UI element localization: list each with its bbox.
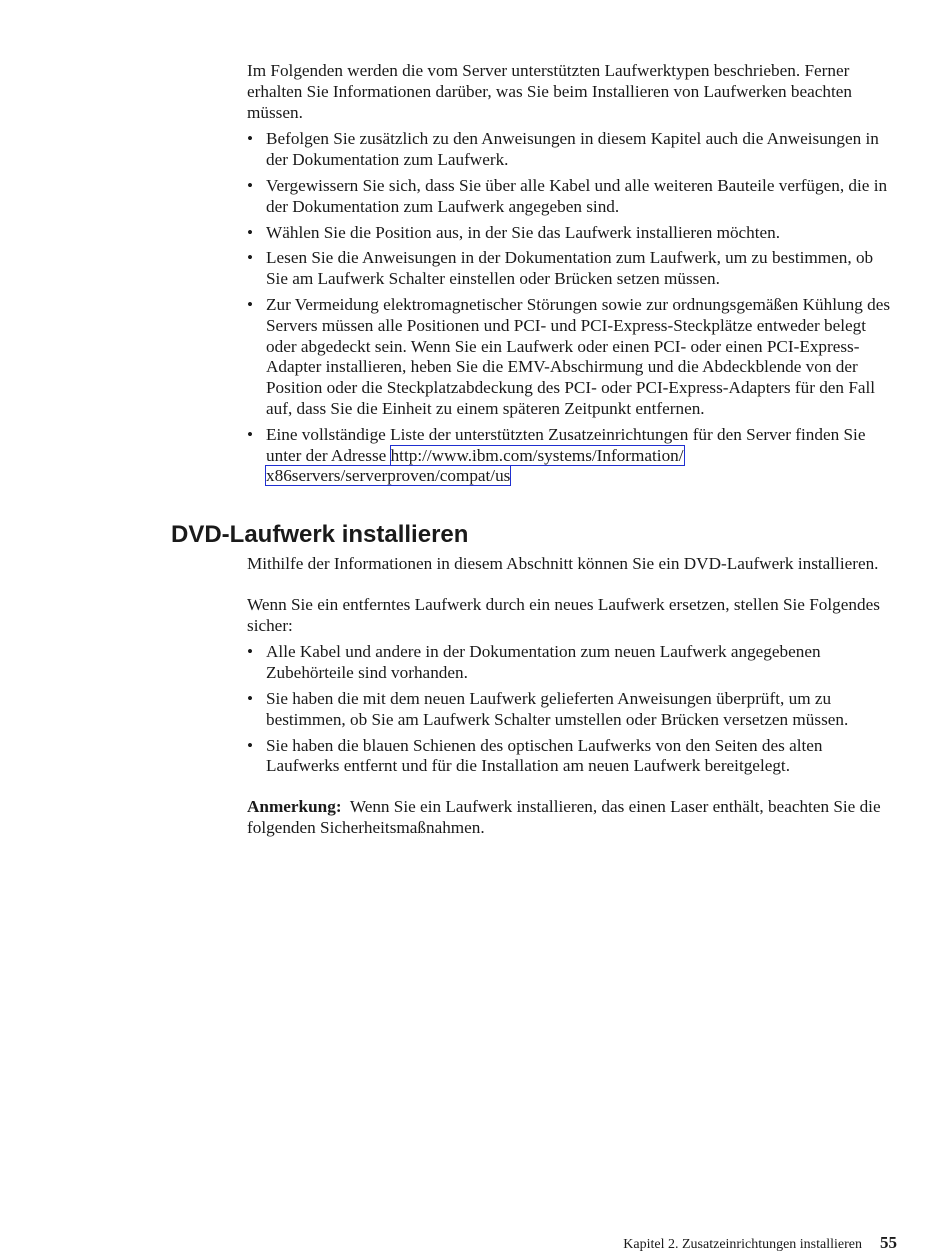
serverproven-link-part1[interactable]: http://www.ibm.com/systems/Information/ bbox=[390, 445, 684, 465]
list-item: • Vergewissern Sie sich, dass Sie über alle Kabel und alle weiteren Bauteile verfügen, die in der Dokumentation zum Laufwerk angegeben sind. bbox=[247, 176, 897, 218]
list-item: • Lesen Sie die Anweisungen in der Dokumentation zum Laufwerk, um zu bestimmen, ob Sie am Laufwerk Schalter einstellen oder Brücken setzen müssen. bbox=[247, 248, 897, 290]
footer-chapter: Kapitel 2. Zusatzeinrichtungen installieren bbox=[623, 1237, 862, 1252]
page-footer bbox=[623, 1233, 897, 1255]
note-label: Anmerkung: bbox=[247, 797, 342, 817]
note-text: Wenn Sie ein Laufwerk installieren, das einen Laser enthält, beachten Sie die folgenden Sicherheitsmaßnahmen. bbox=[247, 797, 881, 837]
serverproven-link-part2[interactable]: x86servers/serverproven/compat/us bbox=[266, 466, 511, 486]
note bbox=[247, 797, 897, 839]
section-paragraph-1: Mithilfe der Informationen in diesem Abschnitt können Sie ein DVD-Laufwerk installieren. bbox=[247, 554, 879, 573]
list-item: • Alle Kabel und andere in der Dokumentation zum neuen Laufwerk angegebenen Zubehörteile sind vorhanden. bbox=[247, 642, 897, 684]
list-item-text: Eine vollständige Liste der unterstützten Zusatzeinrichtungen für den Server finden Sie unter der Adresse bbox=[266, 424, 866, 465]
section-heading: DVD-Laufwerk installieren bbox=[171, 521, 469, 548]
section-bullet-list bbox=[247, 642, 897, 777]
list-item: • Wählen Sie die Position aus, in der Sie das Laufwerk installieren möchten. bbox=[247, 223, 897, 244]
section-paragraph-2: Wenn Sie ein entferntes Laufwerk durch ein neues Laufwerk ersetzen, stellen Sie Folgendes sicher: bbox=[247, 594, 880, 635]
list-item: • Zur Vermeidung elektromagnetischer Störungen sowie zur ordnungsgemäßen Kühlung des Servers müssen alle Positionen und PCI- und PCI-Express-Steckplätze entweder belegt oder abgedeckt sein. Wenn Sie ein Laufwerk oder einen PCI- oder einen PCI-Express-Adapter installieren, heben Sie die EMV-Abschirmung und die Abdeckblende von der Position oder die Steckplatzabdeckung des PCI- oder PCI-Express-Adapters für den Fall auf, dass Sie die Einheit zu einem späteren Zeitpunkt entfernen. bbox=[247, 295, 897, 420]
intro-paragraph: Im Folgenden werden die vom Server unterstützten Laufwerktypen beschrieben. Ferner erhalten Sie Informationen darüber, was Sie beim Installieren von Laufwerken beachten müssen. bbox=[247, 61, 852, 122]
list-item: • Sie haben die blauen Schienen des optischen Laufwerks von den Seiten des alten Laufwerks entfernt und für die Installation am neuen Laufwerk bereitgelegt. bbox=[247, 736, 897, 778]
page-number: 55 bbox=[880, 1233, 897, 1252]
section-body bbox=[247, 554, 897, 839]
list-item: • Sie haben die mit dem neuen Laufwerk gelieferten Anweisungen überprüft, um zu bestimmen, ob Sie am Laufwerk Schalter umstellen oder Brücken versetzen müssen. bbox=[247, 689, 897, 731]
list-item: • Befolgen Sie zusätzlich zu den Anweisungen in diesem Kapitel auch die Anweisungen in der Dokumentation zum Laufwerk. bbox=[247, 129, 897, 171]
intro-bullet-list bbox=[247, 129, 897, 487]
intro-block bbox=[247, 61, 897, 492]
list-item-with-link bbox=[247, 425, 897, 487]
